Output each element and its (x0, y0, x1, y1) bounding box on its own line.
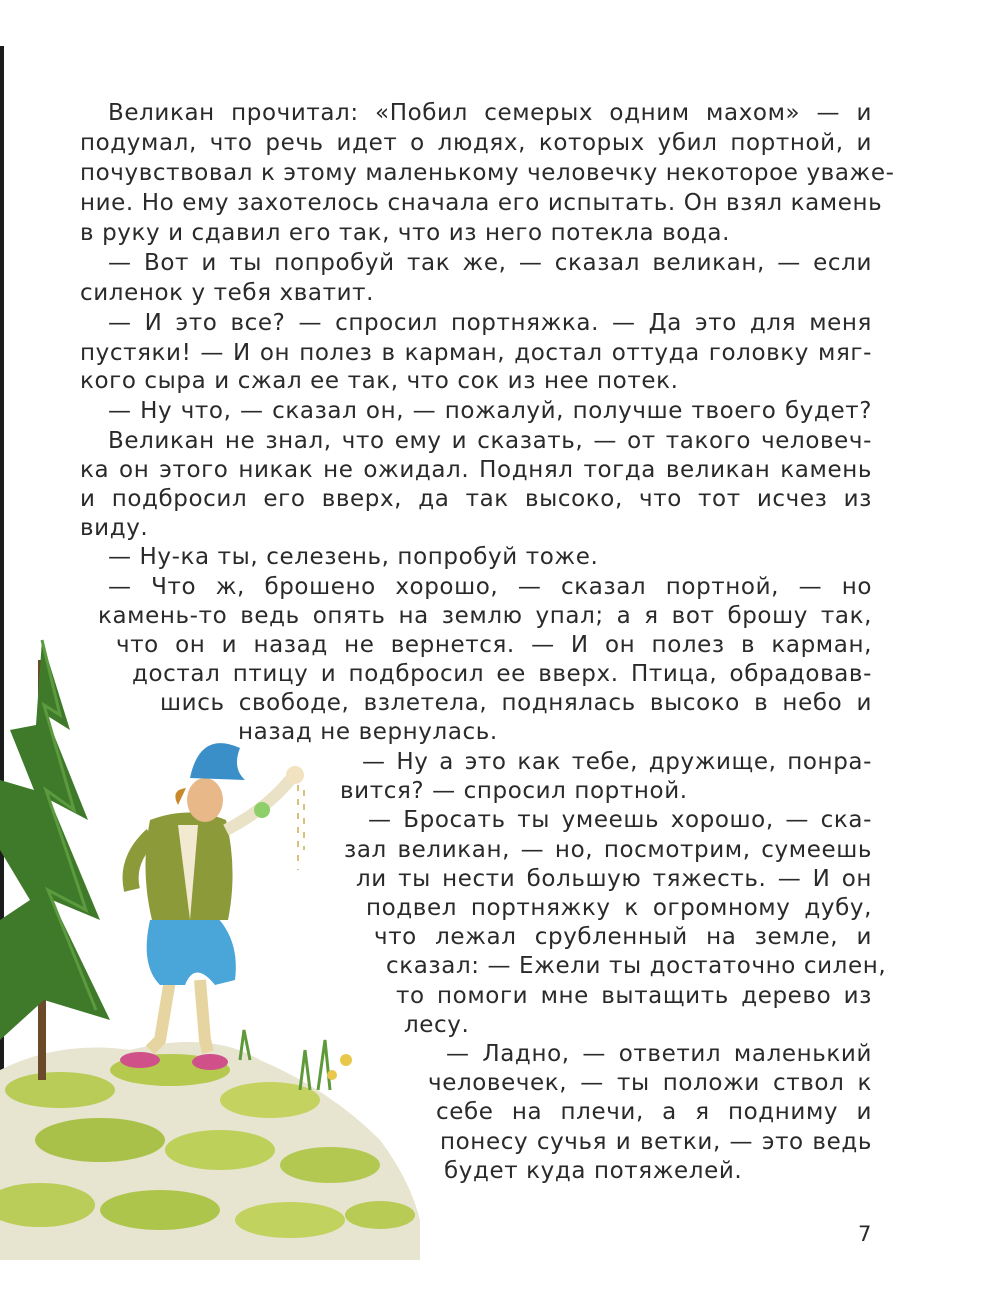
text-line: подвел портняжку к огромному дубу, (366, 895, 872, 921)
text-line: достал птицу и подбросил ее вверх. Птица, обрадовав- (132, 661, 872, 687)
text-line: камень-то ведь опять на землю упал; а я вот брошу так, (98, 603, 872, 629)
text-line: вится? — спросил портной. (340, 778, 688, 804)
text-line: человечек, — ты положи ствол к (428, 1070, 872, 1096)
flower (327, 1070, 337, 1080)
text-line: и подбросил его вверх, да так высоко, что тот исчез из (80, 486, 872, 512)
text-line: пустяки! — И он полез в карман, достал оттуда головку мяг- (80, 340, 872, 366)
moss-patch (165, 1130, 275, 1170)
flower (340, 1054, 352, 1066)
text-line: шись свободе, взлетела, поднялась высоко в небо и (160, 690, 872, 716)
text-line: ка он этого никак не ожидал. Поднял тогда великан камень (80, 457, 872, 483)
moss-patch (35, 1118, 165, 1162)
text-line: — И это все? — спросил портняжка. — Да это для меня (108, 310, 872, 336)
page-number: 7 (858, 1222, 872, 1246)
text-line: будет куда потяжелей. (444, 1158, 743, 1184)
text-line: сказал: — Ежели ты достаточно силен, (386, 953, 887, 979)
text-line: — Ну-ка ты, селезень, попробуй тоже. (108, 544, 599, 570)
text-line: кого сыра и сжал ее так, что сок из нее потек. (80, 368, 679, 394)
text-line: — Ну что, — сказал он, — пожалуй, получше твоего будет? (108, 398, 872, 424)
moss-patch (235, 1202, 345, 1238)
text-line: зал великан, — но, посмотрим, сумеешь (344, 837, 872, 863)
text-line: — Что ж, брошено хорошо, — сказал портной, — но (108, 574, 872, 600)
moss-patch (5, 1072, 115, 1108)
text-line: Великан не знал, что ему и сказать, — от такого человеч- (108, 428, 872, 454)
text-line: силенок у тебя хватит. (80, 280, 375, 306)
text-line: почувствовал к этому маленькому человечку некоторое уваже- (80, 160, 895, 186)
text-line: подумал, что речь идет о людях, которых убил портной, и (80, 130, 872, 156)
text-line: — Вот и ты попробуй так же, — сказал великан, — если (108, 250, 872, 276)
text-line: ние. Но ему захотелось сначала его испытать. Он взял камень (80, 190, 883, 216)
moss-patch (100, 1190, 220, 1230)
text-line: назад не вернулась. (238, 719, 498, 745)
text-line: Великан прочитал: «Побил семерых одним махом» — и (108, 100, 872, 126)
text-line: — Ладно, — ответил маленький (446, 1041, 872, 1067)
moss-patch (345, 1201, 415, 1229)
text-line: что лежал срубленный на земле, и (374, 924, 872, 950)
tailor-figure (120, 743, 304, 1070)
text-line: то помоги мне вытащить дерево из (396, 983, 872, 1009)
text-line: лесу. (404, 1012, 470, 1038)
text-line: себе на плечи, а я подниму и (436, 1099, 872, 1125)
text-line: ли ты нести большую тяжесть. — И он (356, 866, 872, 892)
text-line: понесу сучья и ветки, — это ведь (440, 1129, 872, 1155)
text-line: виду. (80, 515, 149, 541)
moss-patch (280, 1147, 380, 1183)
text-line: в руку и сдавил его так, что из него потекла вода. (80, 220, 731, 246)
fir-tree (0, 640, 110, 1080)
text-line: — Ну а это как тебе, дружище, понра- (362, 749, 872, 775)
moss-patch (220, 1082, 320, 1118)
text-line: что он и назад не вернется. — И он полез в карман, (116, 632, 872, 658)
text-line: — Бросать ты умеешь хорошо, — ска- (368, 807, 872, 833)
